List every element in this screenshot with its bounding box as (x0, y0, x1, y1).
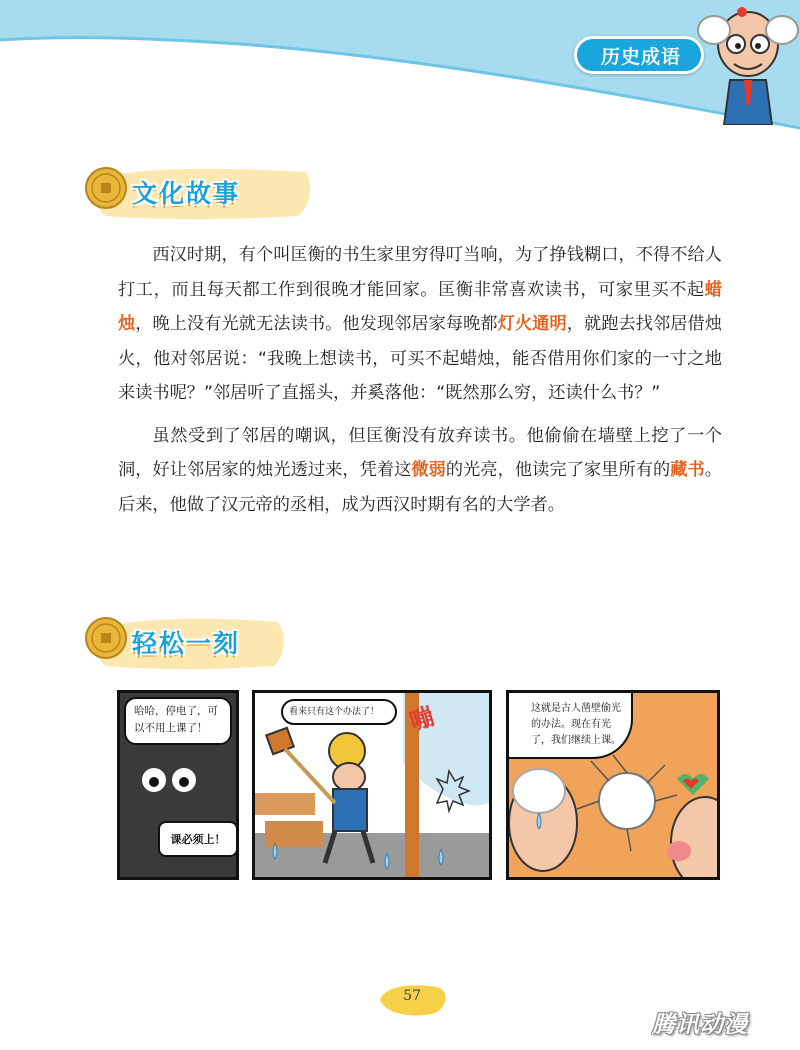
keyword-highlight: 藏书 (670, 460, 705, 480)
section-title: 轻松一刻 (132, 629, 241, 658)
eyes-in-dark (140, 763, 200, 797)
category-badge-label: 历史成语 (601, 45, 682, 68)
story-text (118, 238, 722, 530)
story-paragraph (118, 419, 722, 523)
sound-effect: 嘣 (406, 702, 438, 737)
text-run: ，就跑去找邻居借烛火，他对邻居说：“我晚上想读书，可买不起蜡烛，能否借用你们家的一寸之地来读书呢？”邻居听了直摇头，并奚落他：“既然那么穷，还读什么书？” (118, 314, 722, 403)
shout-bubble: 课必须上！ (158, 821, 238, 857)
coin-icon (84, 616, 128, 660)
keyword-highlight: 灯火通明 (497, 314, 567, 334)
text-run: 虽然受到了邻居的嘲讽，但匡衡没有放弃读书。他偷偷在墙壁上挖了一个洞，好让邻居家的烛光透过来，凭着这 (118, 425, 722, 480)
speech-bubble: 哈哈，停电了，可以不用上课了！ (124, 697, 232, 745)
watermark-logo: 腾讯动漫 (652, 1012, 748, 1038)
coin-icon (84, 166, 128, 210)
category-badge (574, 36, 704, 74)
section-culture-story (78, 158, 318, 228)
section-relax-moment (78, 608, 318, 678)
text-run: ，晚上没有光就无法读书。他发现邻居家每晚都 (135, 314, 498, 334)
comic-panel-3 (506, 690, 720, 880)
text-run: 的光亮，他读完了家里所有的 (445, 460, 671, 480)
comic-panel-2 (252, 690, 492, 880)
keyword-highlight: 微弱 (411, 460, 446, 480)
story-paragraph (118, 238, 722, 411)
mascot-illustration (690, 0, 800, 125)
text-run: 西汉时期，有个叫匡衡的书生家里穷得叮当响，为了挣钱糊口，不得不给人打工，而且每天都工作到很晚才能回家。匡衡非常喜欢读书，可家里买不起 (118, 245, 722, 300)
page-number: 57 (403, 988, 421, 1004)
keyword-highlight: 蜡烛 (118, 279, 722, 334)
speech-bubble: 看来只有这个办法了！ (281, 699, 397, 725)
section-title: 文化故事 (132, 179, 241, 208)
comic-panel-1 (117, 690, 239, 880)
text-run: 。后来，他做了汉元帝的丞相，成为西汉时期有名的大学者。 (118, 460, 722, 515)
speech-bubble: 这就是古人凿壁偷光的办法。现在有光了，我们继续上课。 (509, 693, 633, 759)
